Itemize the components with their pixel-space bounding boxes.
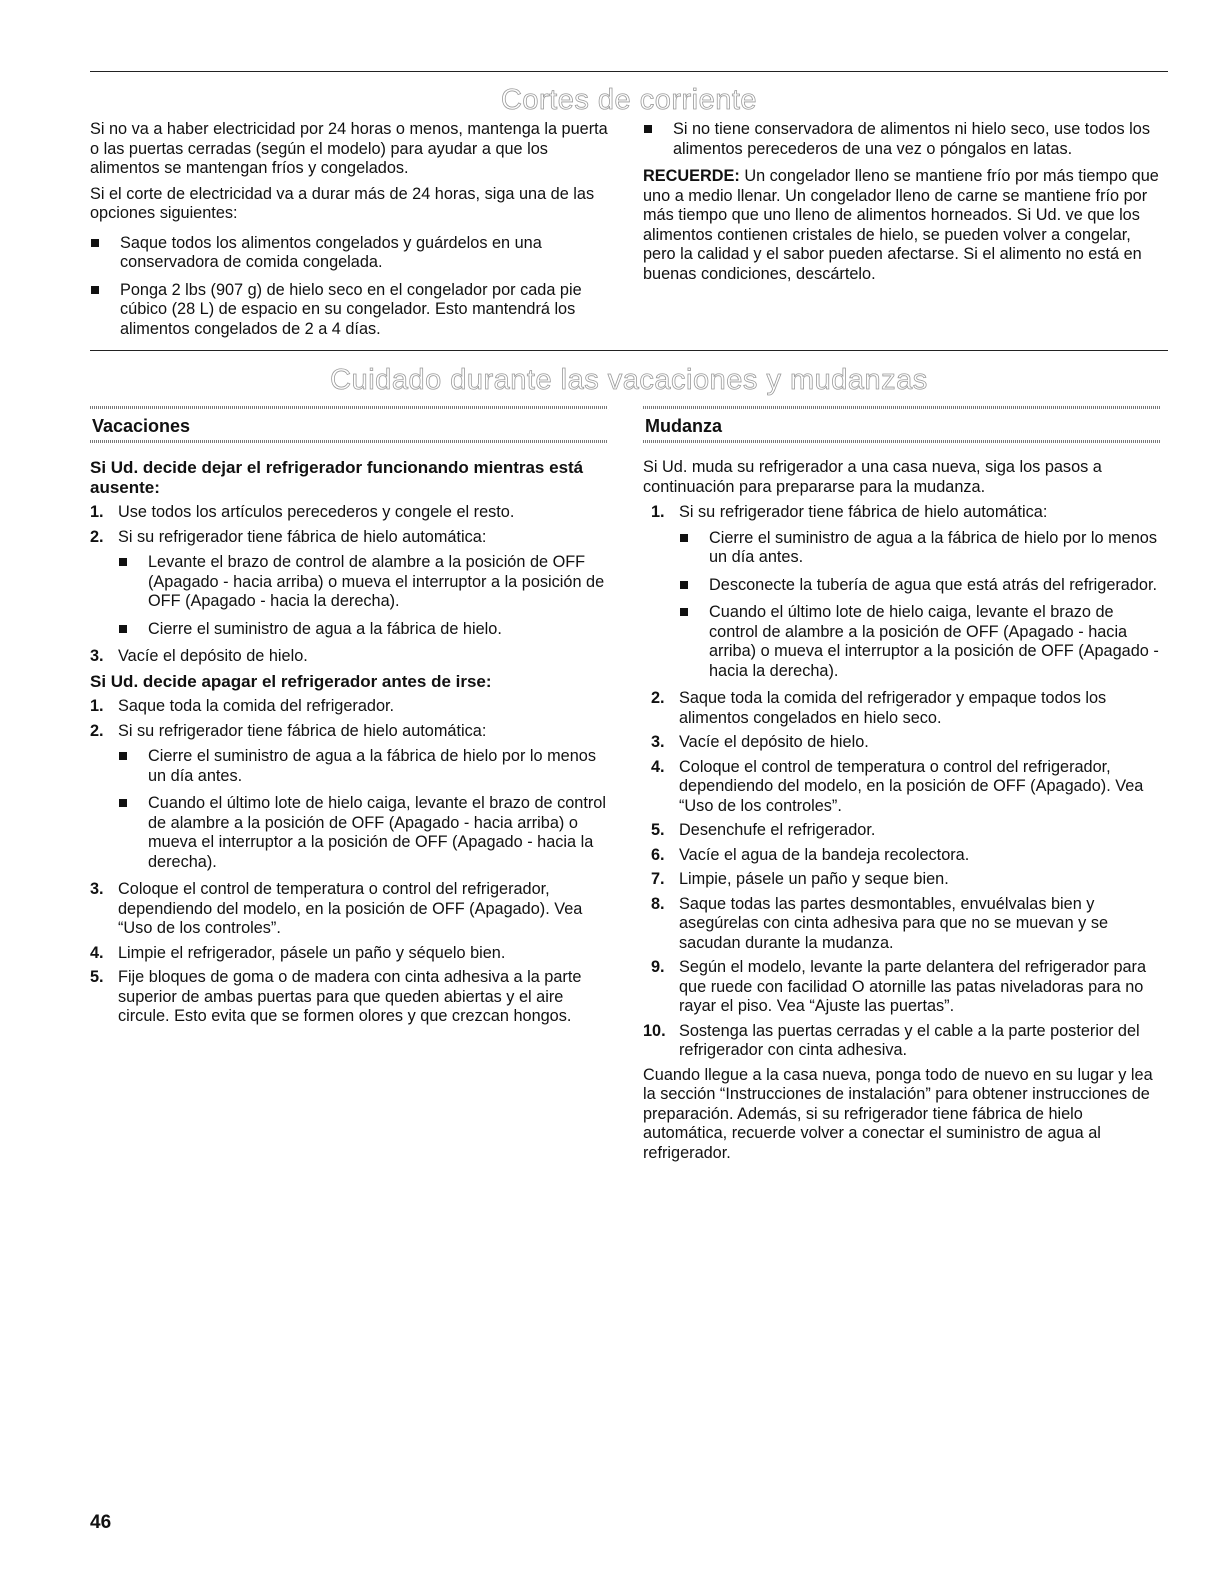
list-item bbox=[90, 503, 608, 523]
step-number: 8. bbox=[651, 894, 665, 913]
bullet-list bbox=[643, 120, 1161, 159]
list-item: Cierre el suministro de agua a la fábrica de hielo por lo menos un día antes. bbox=[679, 529, 1161, 568]
step-text: Si su refrigerador tiene fábrica de hielo automática: bbox=[679, 503, 1048, 521]
step-text: Use todos los artículos perecederos y congele el resto. bbox=[118, 503, 515, 521]
list-item bbox=[643, 846, 1161, 866]
list-item bbox=[643, 503, 1161, 681]
moving-steps bbox=[643, 503, 1161, 1061]
list-item bbox=[643, 895, 1161, 954]
step-text: Si su refrigerador tiene fábrica de hielo automática: bbox=[118, 527, 487, 546]
vacation-running-steps bbox=[90, 503, 608, 667]
list-item bbox=[90, 528, 608, 640]
paragraph: Si no va a haber electricidad por 24 horas o menos, mantenga la puerta o las puertas cerradas (según el modelo) para ayudar a que los alimentos se mantengan fríos y congelados. bbox=[90, 120, 608, 177]
list-item bbox=[90, 697, 608, 717]
hatch-divider bbox=[643, 440, 1161, 443]
step-number: 10. bbox=[643, 1021, 666, 1040]
bullet-list bbox=[90, 234, 610, 340]
step-number: 2. bbox=[90, 527, 104, 546]
step-text: Saque todas las partes desmontables, envuélvalas bien y asegúrelas con cinta adhesiva para que no se muevan y se sacudan durante la mudanza. bbox=[679, 894, 1109, 952]
step-text: Limpie, pásele un paño y seque bien. bbox=[679, 870, 949, 888]
hatch-divider bbox=[90, 440, 608, 443]
moving-heading-bar bbox=[643, 406, 1161, 444]
vacation-off-heading: Si Ud. decide apagar el refrigerador antes de irse: bbox=[90, 671, 492, 691]
step-number: 7. bbox=[651, 870, 665, 888]
hatch-divider bbox=[643, 406, 1161, 409]
step-text: Vacíe el agua de la bandeja recolectora. bbox=[679, 845, 970, 864]
list-item bbox=[643, 958, 1161, 1017]
moving-closing: Cuando llegue a la casa nueva, ponga todo de nuevo en su lugar y lea la sección “Instrucciones de instalación” para obtener instrucciones de preparación. Además, si su refrigerador tiene fábrica de hielo automática, recuerde volver a conectar el suministro de agua al refrigerador. bbox=[643, 1065, 1153, 1162]
step-text: Coloque el control de temperatura o control del refrigerador, dependiendo del modelo, en la posición de OFF (Apagado). Vea “Uso de los controles”. bbox=[679, 757, 1144, 815]
power-outages-left-column bbox=[90, 120, 610, 347]
hatch-divider bbox=[90, 406, 608, 409]
step-text: Si su refrigerador tiene fábrica de hielo automática: bbox=[118, 721, 487, 740]
step-number: 5. bbox=[90, 968, 104, 986]
step-number: 1. bbox=[90, 697, 104, 715]
list-item bbox=[90, 944, 608, 964]
list-item: Desconecte la tubería de agua que está atrás del refrigerador. bbox=[679, 576, 1161, 596]
step-number: 9. bbox=[651, 958, 665, 976]
list-item bbox=[90, 647, 608, 667]
step-number: 1. bbox=[90, 503, 104, 521]
bullet-list bbox=[118, 553, 608, 639]
list-item bbox=[643, 758, 1161, 817]
bullet-list bbox=[118, 747, 608, 872]
list-item: Levante el brazo de control de alambre a la posición de OFF (Apagado - hacia arriba) o mueva el interruptor a la posición de OFF (Apagado - hacia la derecha). bbox=[118, 553, 608, 612]
moving-column bbox=[643, 458, 1161, 1169]
list-item bbox=[643, 689, 1161, 728]
list-item bbox=[643, 870, 1161, 890]
remember-note bbox=[643, 167, 1161, 284]
step-number: 4. bbox=[90, 943, 104, 962]
list-item: Cuando el último lote de hielo caiga, levante el brazo de control de alambre a la posición de OFF (Apagado - hacia arriba) o mueva el interruptor a la posición de OFF (Apagado - hacia la derecha). bbox=[679, 603, 1161, 681]
step-text: Desenchufe el refrigerador. bbox=[679, 821, 876, 839]
step-text: Saque toda la comida del refrigerador. bbox=[118, 697, 395, 715]
list-item bbox=[643, 1022, 1161, 1061]
step-number: 2. bbox=[90, 721, 104, 740]
step-text: Sostenga las puertas cerradas y el cable a la parte posterior del refrigerador con cinta adhesiva. bbox=[679, 1021, 1140, 1059]
remember-text: Un congelador lleno se mantiene frío por más tiempo que uno a medio llenar. Un congelador lleno de carne se mantiene frío por más tiempo que uno lleno de alimentos horneados. Si Ud. ve que los alimentos contienen cristales de hielo, se pueden volver a congelar, pero la calidad y el sabor pueden afectarse. Si el alimento no está en buenas condiciones, descártelo. bbox=[643, 167, 1159, 283]
step-number: 1. bbox=[651, 503, 665, 521]
step-number: 2. bbox=[651, 689, 665, 707]
vacation-heading-bar bbox=[90, 406, 608, 444]
paragraph: Si el corte de electricidad va a durar más de 24 horas, siga una de las opciones siguientes: bbox=[90, 184, 595, 222]
section-title-vacation-moving: Cuidado durante las vacaciones y mudanzas bbox=[330, 364, 928, 396]
step-number: 4. bbox=[651, 757, 665, 776]
list-item bbox=[90, 968, 608, 1027]
list-item: Si no tiene conservadora de alimentos ni hielo seco, use todos los alimentos perecederos de una vez o póngalos en latas. bbox=[643, 120, 1161, 159]
top-rule bbox=[90, 71, 1168, 72]
section-title-power-outages: Cortes de corriente bbox=[500, 84, 758, 116]
vacation-heading: Vacaciones bbox=[92, 416, 191, 436]
list-item: Cierre el suministro de agua a la fábrica de hielo por lo menos un día antes. bbox=[118, 747, 608, 786]
list-item: Cuando el último lote de hielo caiga, levante el brazo de control de alambre a la posición de OFF (Apagado - hacia arriba) o mueva el interruptor a la posición de OFF (Apagado - hacia la derecha). bbox=[118, 794, 608, 872]
vacation-column bbox=[90, 458, 608, 1032]
remember-label: RECUERDE: bbox=[643, 167, 740, 185]
moving-heading: Mudanza bbox=[645, 416, 723, 436]
step-number: 6. bbox=[651, 845, 665, 864]
list-item bbox=[90, 722, 608, 873]
step-number: 5. bbox=[651, 821, 665, 839]
vacation-off-steps bbox=[90, 697, 608, 1027]
list-item bbox=[90, 880, 608, 939]
list-item bbox=[643, 821, 1161, 841]
page-number: 46 bbox=[90, 1512, 112, 1533]
step-text: Saque toda la comida del refrigerador y empaque todos los alimentos congelados en hielo seco. bbox=[679, 689, 1107, 727]
list-item bbox=[643, 733, 1161, 753]
step-text: Coloque el control de temperatura o control del refrigerador, dependiendo del modelo, en la posición de OFF (Apagado). Vea “Uso de los controles”. bbox=[118, 880, 583, 937]
step-text: Vacíe el depósito de hielo. bbox=[118, 647, 308, 665]
vacation-running-heading: Si Ud. decide dejar el refrigerador funcionando mientras está ausente: bbox=[90, 458, 584, 497]
list-item: Ponga 2 lbs (907 g) de hielo seco en el congelador por cada pie cúbico (28 L) de espacio en su congelador. Esto mantendrá los alimentos congelados de 2 a 4 días. bbox=[90, 281, 610, 340]
step-text: Vacíe el depósito de hielo. bbox=[679, 733, 869, 751]
step-text: Según el modelo, levante la parte delantera del refrigerador para que ruede con facilidad O atornille las patas niveladoras para no rayar el piso. Vea “Ajuste las puertas”. bbox=[679, 958, 1147, 1015]
step-number: 3. bbox=[90, 647, 104, 665]
bullet-list bbox=[679, 529, 1161, 682]
step-number: 3. bbox=[90, 880, 104, 898]
middle-rule bbox=[90, 350, 1168, 351]
list-item: Cierre el suministro de agua a la fábrica de hielo. bbox=[118, 620, 608, 640]
power-outages-right-column bbox=[643, 120, 1161, 290]
step-number: 3. bbox=[651, 733, 665, 751]
list-item: Saque todos los alimentos congelados y guárdelos en una conservadora de comida congelada. bbox=[90, 234, 610, 273]
moving-intro: Si Ud. muda su refrigerador a una casa nueva, siga los pasos a continuación para prepararse para la mudanza. bbox=[643, 458, 1102, 496]
step-text: Limpie el refrigerador, pásele un paño y séquelo bien. bbox=[118, 943, 506, 962]
step-text: Fije bloques de goma o de madera con cinta adhesiva a la parte superior de ambas puertas para que queden abiertas y el aire circule. Esto evita que se formen olores y que crezcan hongos. bbox=[118, 968, 582, 1025]
